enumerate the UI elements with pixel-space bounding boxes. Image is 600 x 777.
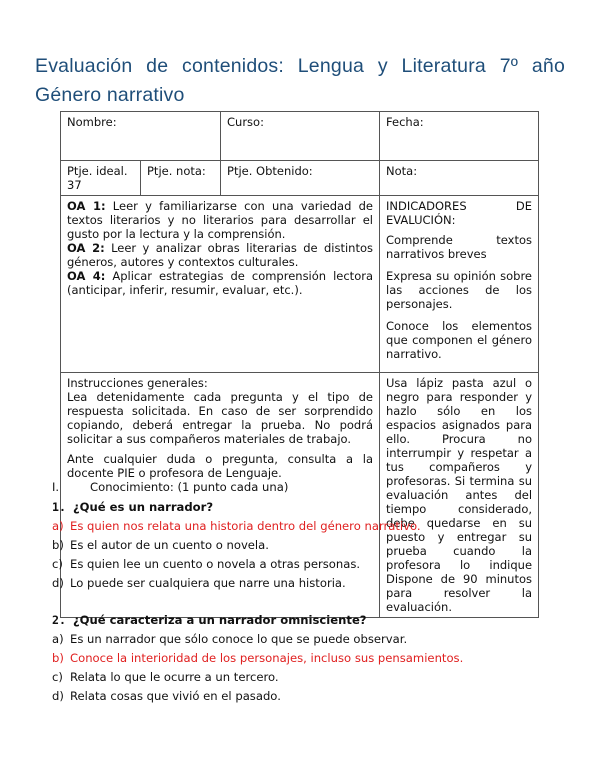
- nombre-field[interactable]: Nombre:: [61, 112, 221, 161]
- option-2a[interactable]: a) Es un narrador que sólo conoce lo que se puede observar.: [52, 632, 408, 646]
- indicators-cell: [380, 196, 539, 373]
- question-section: [52, 478, 572, 706]
- ptje-obtenido-field[interactable]: Ptje. Obtenido:: [221, 161, 380, 196]
- indicator-item: Comprende textos narrativos breves: [386, 233, 533, 261]
- objectives-cell: [61, 196, 380, 373]
- fecha-field[interactable]: Fecha:: [380, 112, 539, 161]
- instructions-right-cell: Usa lápiz pasta azul o negro para responder y hazlo sólo en los espacios asignados para ello. Procura no interrumpir y respetar a tus compañeros y profesoras. Si termina su evaluación antes del tiempo considerado, debe quedarse en su puesto y entregar su prueba cuando la profesora lo indique Dispone de 90 minutos para resolver la evaluación.: [380, 373, 539, 618]
- nota-field[interactable]: Nota:: [380, 161, 539, 196]
- objective-3: OA 4: Aplicar estrategias de comprensión lectora (anticipar, inferir, resumir, evaluar, etc.).: [67, 269, 373, 297]
- section-roman: I.: [52, 480, 60, 494]
- indicators-heading: INDICADORES DE EVALUCIÓN:: [386, 199, 533, 227]
- question-number: 1.: [52, 500, 66, 514]
- instructions-heading: Instrucciones generales:: [67, 376, 208, 390]
- instructions-p2: Ante cualquier duda o pregunta, consulta a la docente PIE o profesora de Lenguaje.: [67, 452, 374, 480]
- question-number: 2.: [52, 613, 66, 627]
- ptje-nota-field[interactable]: Ptje. nota:: [141, 161, 221, 196]
- indicator-item: Expresa su opinión sobre las acciones de los personajes.: [386, 269, 533, 311]
- objective-2: OA 2: Leer y analizar obras literarias de distintos géneros, autores y contextos culturales.: [67, 241, 374, 269]
- question-text: ¿Qué caracteriza a un narrador omnisciente?: [72, 613, 367, 627]
- instructions-p1: Lea detenidamente cada pregunta y el tipo de respuesta solicitada. En caso de ser sorprendido copiando, deberá entregar la prueba. No podrá solicitar a sus compañeros materiales de trabajo.: [67, 390, 374, 446]
- page-title: Evaluación de contenidos: Lengua y Literatura 7º año Género narrativo: [35, 55, 565, 106]
- option-2d[interactable]: d) Relata cosas que vivió en el pasado.: [52, 689, 281, 703]
- question-2: [52, 611, 572, 630]
- question-text: ¿Qué es un narrador?: [72, 500, 214, 514]
- question-1: [52, 498, 572, 517]
- option-2c[interactable]: c) Relata lo que le ocurre a un tercero.: [52, 670, 279, 684]
- option-2b[interactable]: b) Conoce la interioridad de los personajes, incluso sus pensamientos.: [52, 651, 464, 665]
- section-label: Conocimiento: (1 punto cada una): [90, 480, 289, 494]
- indicator-item: Conoce los elementos que componen el género narrativo.: [386, 319, 533, 361]
- curso-field[interactable]: Curso:: [221, 112, 380, 161]
- section-heading: [52, 478, 572, 497]
- option-1a[interactable]: a) Es quien nos relata una historia dentro del género narrativo.: [52, 519, 421, 533]
- option-1d[interactable]: d) Lo puede ser cualquiera que narre una historia.: [52, 576, 346, 590]
- option-1c[interactable]: c) Es quien lee un cuento o novela a otras personas.: [52, 557, 361, 571]
- ptje-ideal-cell: Ptje. ideal. 37: [61, 161, 141, 196]
- objective-1: OA 1: Leer y familiarizarse con una variedad de textos literarios y no literarios para desarrollar el gusto por la lectura y la comprensión.: [67, 199, 374, 241]
- option-1b[interactable]: b) Es el autor de un cuento o novela.: [52, 538, 269, 552]
